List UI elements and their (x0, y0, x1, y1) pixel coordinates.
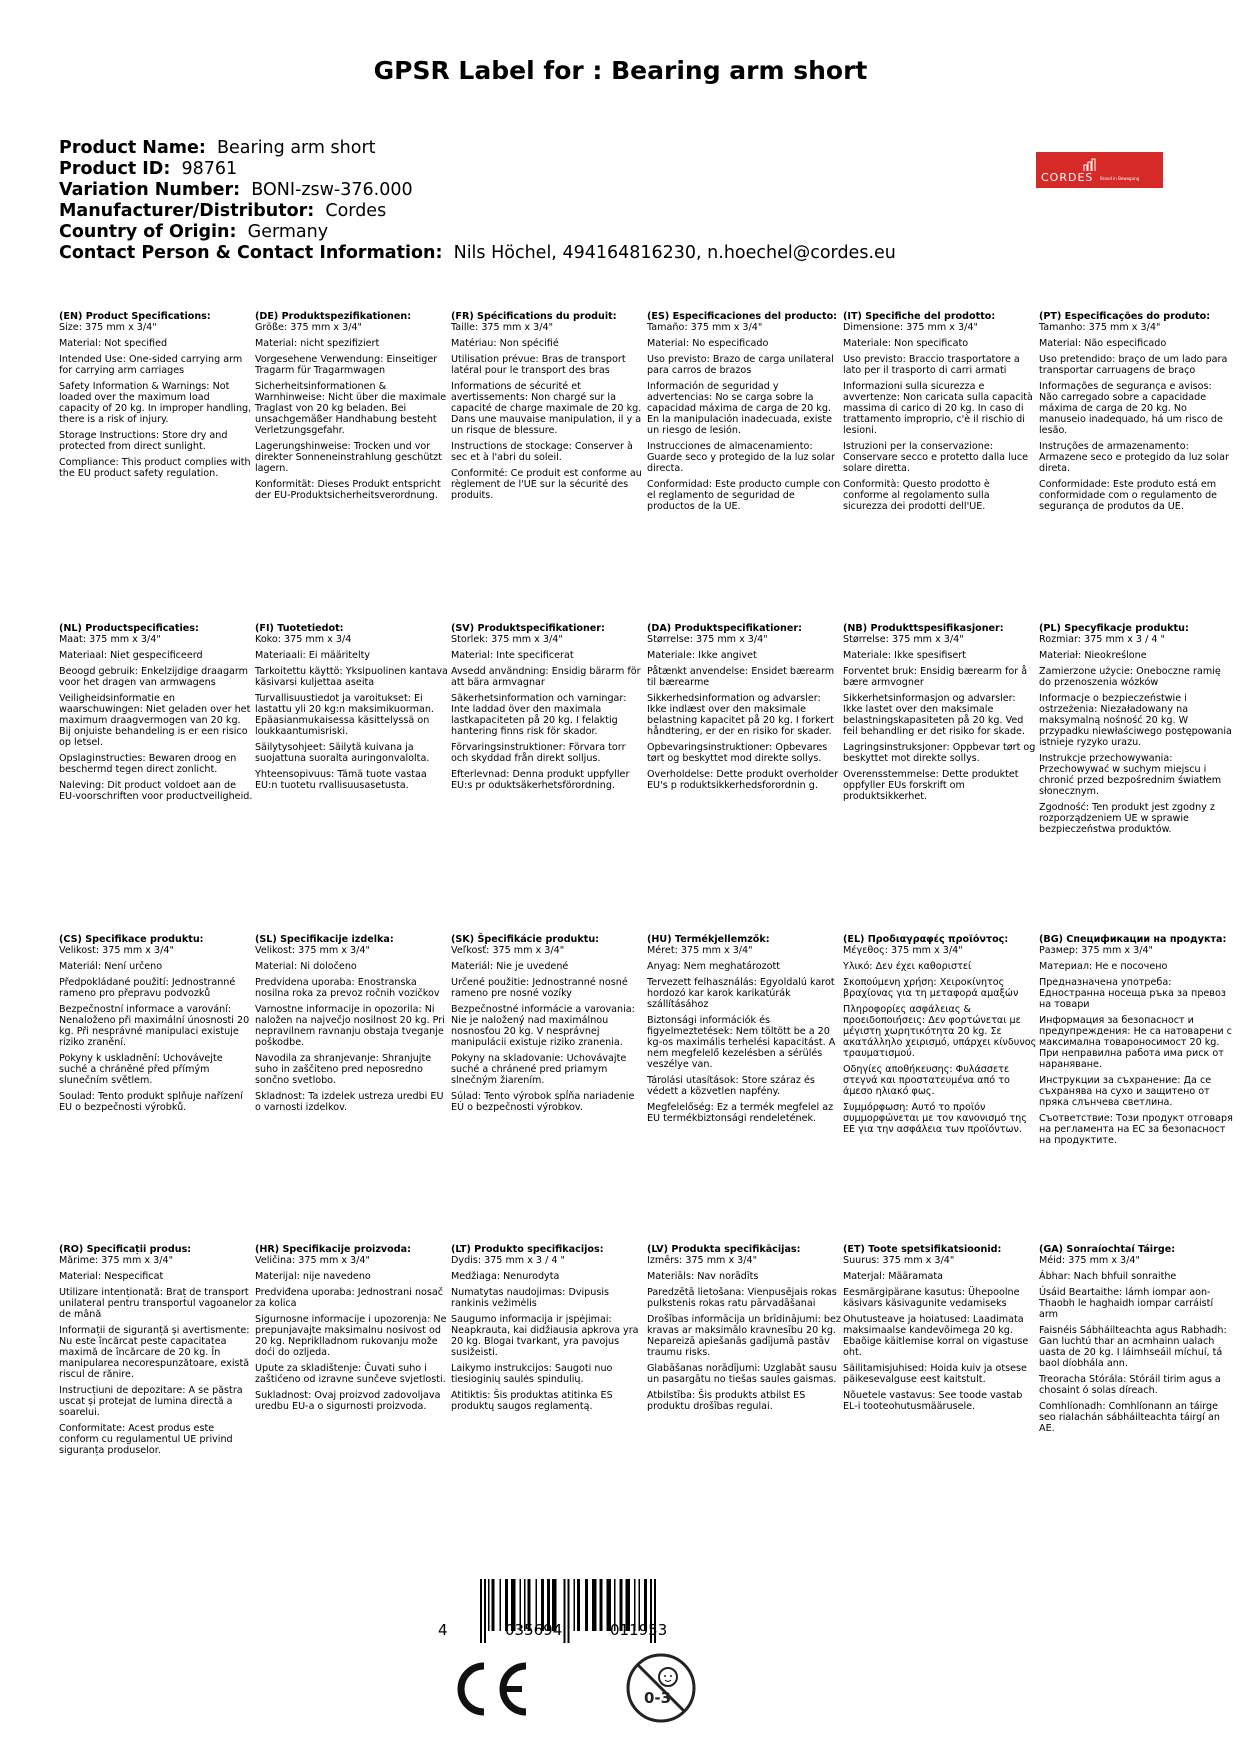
spec-paragraph: Materiale: Ikke angivet (647, 650, 757, 661)
spec-block (843, 1244, 1037, 1417)
spec-paragraph: Medžiaga: Nenurodyta (451, 1271, 560, 1282)
spec-heading: (DA) Produktspecifikationer: (647, 623, 802, 634)
spec-heading: (NL) Productspecificaties: (59, 623, 199, 634)
spec-paragraph: Varnostne informacije in opozorila: Ni naložen na največjo nosilnost 20 kg. Pri nepravilnem ravnanju obstaja tveganje poškodbe. (255, 1004, 445, 1048)
spec-paragraph: Uso previsto: Braccio trasportatore a lato per il trasporto di carri armati (843, 354, 1020, 376)
spec-paragraph: Úsáid Beartaithe: lámh iompar aon-Thaobh le haghaidh iompar carráistí arm (1039, 1287, 1214, 1320)
page-title: GPSR Label for : Bearing arm short (373, 56, 868, 85)
barcode-bar (564, 1579, 566, 1643)
barcode-bar (484, 1579, 486, 1643)
product-id-row (59, 159, 896, 180)
spec-paragraph: Förvaringsinstruktioner: Förvara torr och skyddad från direkt solljus. (451, 742, 626, 764)
spec-paragraph: Pokyny k uskladnění: Uchovávejte suché a chráněné před přímým slunečním světlem. (59, 1053, 223, 1086)
spec-paragraph: Materiał: Nieokreślone (1039, 650, 1147, 661)
variation-number-value: BONI-zsw-376.000 (251, 180, 413, 200)
barcode-left-group: 035694 (505, 1621, 563, 1639)
spec-size: Velikost: 375 mm x 3/4" (59, 945, 174, 956)
spec-paragraph: Veiligheidsinformatie en waarschuwingen: Niet geladen over het maximum draagvermogen van 20 kg. Bij onjuiste behandeling is er een risico op letsel. (59, 693, 251, 748)
spec-paragraph: Material: Nespecificat (59, 1271, 164, 1282)
spec-heading: (SV) Produktspecifikationer: (451, 623, 605, 634)
product-id-value: 98761 (181, 159, 238, 179)
spec-paragraph: Материал: Не е посочено (1039, 961, 1168, 972)
spec-paragraph: Materiál: Není určeno (59, 961, 163, 972)
spec-block (843, 934, 1037, 1140)
spec-paragraph: Opslaginstructies: Bewaren droog en beschermd tegen direct zonlicht. (59, 753, 237, 775)
spec-size: Größe: 375 mm x 3/4" (255, 322, 362, 333)
spec-paragraph: Bezpečnostné informácie a varovania: Nie je naložený nad maximálnou nosnosťou 20 kg. V nesprávnej manipulácii existuje riziko zranenia. (451, 1004, 635, 1048)
spec-block (1039, 934, 1233, 1151)
spec-heading: (LV) Produkta specifikācijas: (647, 1244, 801, 1255)
spec-paragraph: Drošības informācija un brīdinājumi: bez kravas ar maksimālo kravnesību 20 kg. Nepareizā apiešanās gadījumā pastāv traumu risks. (647, 1314, 841, 1358)
country-value: Germany (247, 222, 329, 242)
barcode-bar (568, 1579, 570, 1643)
barcode-bar (592, 1579, 597, 1631)
spec-paragraph: Overensstemmelse: Dette produktet oppfyller EUs forskrift om produktsikkerhet. (843, 769, 1019, 802)
spec-paragraph: Určené použitie: Jednostranné nosné rameno pre nosné vozíky (451, 977, 628, 999)
spec-paragraph: Πληροφορίες ασφάλειας & προειδοποιήσεις: Δεν φορτώνεται με μέγιστη χωρητικότητα 20 kg. Σε ακατάλληλο χειρισμό, υπάρχει κίνδυνος τραυματισμού. (843, 1004, 1037, 1059)
spec-paragraph: Konformität: Dieses Produkt entspricht der EU-Produktsicherheitsverordnung. (255, 479, 441, 501)
spec-paragraph: Yhteensopivuus: Tämä tuote vastaa EU:n tuotetu rvallisuusasetusta. (255, 769, 427, 791)
country-row (59, 222, 896, 243)
logo-text: CORDES (1041, 171, 1094, 184)
spec-heading: (EL) Προδιαγραφές προϊόντος: (843, 934, 1009, 945)
age-warning-icon (624, 1651, 698, 1725)
spec-paragraph: Sikkerhedsinformation og advarsler: Ikke indlæst over den maksimale belastning kapacitet på 20 kg. I forkert håndtering, er der en risiko for skader. (647, 693, 834, 737)
spec-paragraph: Material: Inte specificerat (451, 650, 574, 661)
spec-paragraph: Předpokládané použití: Jednostranné rameno pro přepravu podvozků (59, 977, 236, 999)
product-id-label: Product ID: (59, 159, 171, 179)
spec-heading: (NB) Produkttspesifikasjoner: (843, 623, 1004, 634)
spec-paragraph: Bezpečnostní informace a varování: Nenaloženo při maximální únosnosti 20 kg. Při nesprávné manipulaci existuje riziko zranění. (59, 1004, 250, 1048)
spec-paragraph: Eesmärgipärane kasutus: Ühepoolne käsivars käsivagunite vedamiseks (843, 1287, 1020, 1309)
variation-number-row (59, 180, 896, 201)
spec-paragraph: Conformidade: Este produto está em conformidade com o regulamento de segurança de produtos da UE. (1039, 479, 1218, 512)
spec-size: Rozmiar: 375 mm x 3 / 4 " (1039, 634, 1165, 645)
spec-paragraph: Vorgesehene Verwendung: Einseitiger Tragarm für Tragarmwagen (255, 354, 438, 376)
spec-paragraph: Ábhar: Nach bhfuil sonraithe (1039, 1271, 1177, 1282)
spec-block (647, 934, 841, 1129)
spec-block (451, 623, 645, 796)
spec-block (255, 623, 449, 796)
spec-paragraph: Storage Instructions: Store dry and protected from direct sunlight. (59, 430, 228, 452)
spec-paragraph: Material: Ni določeno (255, 961, 357, 972)
spec-paragraph: Uso previsto: Brazo de carga unilateral para carros de brazos (647, 354, 834, 376)
spec-paragraph: Lagerungshinweise: Trocken und vor direkter Sonneneinstrahlung geschützt lagern. (255, 441, 442, 474)
spec-paragraph: Compliance: This product complies with the EU product safety regulation. (59, 457, 251, 479)
barcode-bar (577, 1579, 580, 1631)
ce-mark-icon (448, 1660, 532, 1718)
spec-paragraph: Συμμόρφωση: Αυτό το προϊόν συμμορφώνεται με τον κανονισμό της ΕΕ για την ασφάλεια των προϊόντων. (843, 1102, 1027, 1135)
spec-paragraph: Biztonsági információk és figyelmeztetések: Nem töltött be a 20 kg-os maximális terhelési kapacitást. A nem megfelelő kezelésben a sérülés veszélye van. (647, 1015, 836, 1070)
spec-paragraph: Materiale: Non specificato (843, 338, 969, 349)
spec-size: Maat: 375 mm x 3/4" (59, 634, 161, 645)
spec-heading: (SL) Specifikacije izdelka: (255, 934, 394, 945)
spec-heading: (CS) Specifikace produktu: (59, 934, 204, 945)
spec-size: Storlek: 375 mm x 3/4" (451, 634, 563, 645)
spec-paragraph: Paredzētā lietošana: Vienpusējais rokas pulkstenis rokas ratu pārvadāšanai (647, 1287, 837, 1309)
spec-size: Tamaño: 375 mm x 3/4" (647, 322, 763, 333)
manufacturer-label: Manufacturer/Distributor: (59, 201, 315, 221)
spec-size: Tamanho: 375 mm x 3/4" (1039, 322, 1161, 333)
spec-paragraph: Sukladnost: Ovaj proizvod zadovoljava uredbu EU-a o sigurnosti proizvoda. (255, 1390, 441, 1412)
spec-paragraph: Ohutusteave ja hoiatused: Laadimata maksimaalse kandevõimega 20 kg. Ebaõige käitlemise korral on vigastuse oht. (843, 1314, 1029, 1358)
spec-paragraph: Sigurnosne informacije i upozorenja: Ne prepunjavajte maksimalnu nosivost od 20 kg. Nepriklladnom rukovanju može doći do ozljeda. (255, 1314, 447, 1358)
spec-paragraph: Material: Not specified (59, 338, 168, 349)
spec-block (1039, 311, 1233, 517)
spec-block (451, 311, 645, 506)
spec-paragraph: Οδηγίες αποθήκευσης: Φυλάσσετε στεγνά και προστατευμένα από το άμεσο ηλιακό φως. (843, 1064, 1010, 1097)
product-name-row (59, 138, 896, 159)
spec-paragraph: Soulad: Tento produkt splňuje nařízení EU o bezpečnosti výrobků. (59, 1091, 243, 1113)
spec-paragraph: Glabāšanas norādījumi: Uzglabāt sausu un pasargātu no tiešas saules gaismas. (647, 1363, 837, 1385)
spec-size: Taille: 375 mm x 3/4" (451, 322, 554, 333)
spec-paragraph: Instrucțiuni de depozitare: A se păstra uscat și protejat de lumina directă a soarelui. (59, 1385, 243, 1418)
spec-paragraph: Materiāls: Nav norādīts (647, 1271, 759, 1282)
spec-paragraph: Material: No especificado (647, 338, 769, 349)
spec-paragraph: Предназначена употреба: Едностранна носеща ръка за превоз на товари (1039, 977, 1226, 1010)
spec-paragraph: Saugumo informacija ir įspėjimai: Neapkrauta, kai didžiausia apkrova yra 20 kg. Blogai tvarkant, yra pavojus susižeisti. (451, 1314, 639, 1358)
spec-size: Størrelse: 375 mm x 3/4" (647, 634, 768, 645)
spec-paragraph: Säilytysohjeet: Säilytä kuivana ja suojattuna suoralta auringonvalolta. (255, 742, 430, 764)
spec-paragraph: Atbilstība: Šis produkts atbilst ES produktu drošības regulai. (647, 1390, 806, 1412)
spec-paragraph: Säilitamisjuhised: Hoida kuiv ja otsese päikesevalguse eest kaitstult. (843, 1363, 1027, 1385)
spec-heading: (PT) Especificações do produto: (1039, 311, 1211, 322)
spec-paragraph: Istruzioni per la conservazione: Conservare secco e protetto dalla luce solare diretta. (843, 441, 1029, 474)
spec-size: Mărime: 375 mm x 3/4" (59, 1255, 173, 1266)
spec-paragraph: Efterlevnad: Denna produkt uppfyller EU:s pr oduktsäkerhetsförordning. (451, 769, 630, 791)
spec-paragraph: Comhlíonadh: Comhlíonann an táirge seo rialachán sábháilteachta táirgí an AE. (1039, 1401, 1220, 1434)
spec-block (59, 311, 253, 484)
spec-paragraph: Instrucciones de almacenamiento: Guarde seco y protegido de la luz solar directa. (647, 441, 835, 474)
spec-paragraph: Информация за безопасност и предупреждения: Не са натоварени с максимална товароносимост 20 kg. При неправилна работа има риск от нараняване. (1039, 1015, 1232, 1070)
spec-paragraph: Opbevaringsinstruktioner: Opbevares tørt og beskyttet mod direkte sollys. (647, 742, 828, 764)
logo-tagline: Brand in Bewegung (1100, 176, 1140, 181)
spec-paragraph: Påtænkt anvendelse: Ensidet bærearm til bærearme (647, 666, 835, 688)
spec-paragraph: Safety Information & Warnings: Not loaded over the maximum load capacity of 20 kg. In improper handling, there is a risk of injury. (59, 381, 252, 425)
spec-paragraph: Beoogd gebruik: Enkelzijdige draagarm voor het dragen van armwagens (59, 666, 249, 688)
spec-paragraph: Predviđena uporaba: Jednostrani nosač za kolica (255, 1287, 444, 1309)
contact-label: Contact Person & Contact Information: (59, 243, 443, 263)
spec-heading: (IT) Specifiche del prodotto: (843, 311, 996, 322)
barcode-bar (500, 1579, 502, 1631)
spec-heading: (FR) Spécifications du produit: (451, 311, 617, 322)
spec-size: Dydis: 375 mm x 3 / 4 " (451, 1255, 565, 1266)
spec-paragraph: Numatytas naudojimas: Dvipusis rankinis vežimėlis (451, 1287, 610, 1309)
spec-paragraph: Materiál: Nie je uvedené (451, 961, 569, 972)
spec-heading: (LT) Produkto specifikacijos: (451, 1244, 604, 1255)
barcode-right-group: 011953 (610, 1621, 668, 1639)
barcode-bar (488, 1579, 490, 1631)
spec-paragraph: Zamierzone użycie: Oneboczne ramię do przenoszenia wózków (1039, 666, 1221, 688)
spec-block (255, 311, 449, 506)
spec-block (59, 934, 253, 1118)
contact-value: Nils Höchel, 494164816230, n.hoechel@cordes.eu (453, 243, 896, 263)
spec-block (1039, 623, 1233, 840)
product-info (59, 138, 896, 264)
spec-paragraph: Súlad: Tento výrobok spĺňa nariadenie EÚ o bezpečnosti výrobkov. (451, 1091, 635, 1113)
spec-paragraph: Predvidena uporaba: Enostranska nosilna roka za prevoz ročnih vozičkov (255, 977, 440, 999)
spec-size: Размер: 375 mm x 3/4" (1039, 945, 1153, 956)
spec-paragraph: Informações de segurança e avisos: Não carregado sobre a capacidade máxima de carga de 20 kg. No manuseio inadequado, há um risco de lesão. (1039, 381, 1223, 436)
spec-size: Size: 375 mm x 3/4" (59, 322, 157, 333)
barcode-bar (480, 1579, 482, 1643)
spec-paragraph: Material: nicht spezifiziert (255, 338, 380, 349)
country-label: Country of Origin: (59, 222, 237, 242)
spec-paragraph: Avsedd användning: Ensidig bärarm för att bära armvagnar (451, 666, 641, 688)
age-warning-text: 0-3 (644, 1689, 672, 1707)
spec-block (647, 1244, 841, 1417)
spec-paragraph: Uso pretendido: braço de um lado para transportar carruagens de braço (1039, 354, 1228, 376)
spec-block (843, 311, 1037, 517)
spec-paragraph: Faisnéis Sábháilteachta agus Rabhadh: Gan luchtú thar an acmhainn ualach uasta de 20 kg. I láimhseáil míchuí, tá baol díobhála ann. (1039, 1325, 1227, 1369)
spec-paragraph: Material: Não especificado (1039, 338, 1167, 349)
spec-paragraph: Υλικό: Δεν έχει καθοριστεί (843, 961, 972, 972)
product-name-label: Product Name: (59, 138, 206, 158)
spec-paragraph: Sicherheitsinformationen & Warnhinweise: Nicht über die maximale Traglast von 20 kg beladen. Bei unsachgemäßer Handhabung besteht Verletzungsgefahr. (255, 381, 447, 436)
spec-paragraph: Anyag: Nem meghatározott (647, 961, 781, 972)
spec-paragraph: Forventet bruk: Ensidig bærearm for å bære armvogner (843, 666, 1028, 688)
spec-heading: (EN) Product Specifications: (59, 311, 211, 322)
spec-heading: (ET) Toote spetsifikatsioonid: (843, 1244, 1002, 1255)
spec-block (843, 623, 1037, 807)
cordes-logo (1036, 152, 1163, 188)
spec-paragraph: Laikymo instrukcijos: Saugoti nuo tiesioginių saulės spindulių. (451, 1363, 613, 1385)
barcode-bar (492, 1579, 495, 1631)
spec-paragraph: Instructions de stockage: Conserver à sec et à l'abri du soleil. (451, 441, 633, 463)
spec-paragraph: Pokyny na skladovanie: Uchovávajte suché a chránené pred priamym slnečným žiarením. (451, 1053, 627, 1086)
variation-number-label: Variation Number: (59, 180, 241, 200)
spec-block (59, 623, 253, 807)
spec-paragraph: Materiaali: Ei määritelty (255, 650, 371, 661)
spec-paragraph: Tárolási utasítások: Store száraz és védett a közvetlen napfény. (647, 1075, 815, 1097)
spec-paragraph: Utilisation prévue: Bras de transport latéral pour le transport des bras (451, 354, 626, 376)
spec-paragraph: Conformitate: Acest produs este conform cu regulamentul UE privind siguranța produselor. (59, 1423, 233, 1456)
spec-paragraph: Instrukcje przechowywania: Przechowywać w suchym miejscu i chronić przed bezpośrednim światłem słonecznym. (1039, 753, 1222, 797)
spec-paragraph: Megfelelőség: Ez a termék megfelel az EU termékbiztonsági rendeletének. (647, 1102, 834, 1124)
spec-paragraph: Naleving: Dit product voldoet aan de EU-voorschriften voor productveiligheid. (59, 780, 253, 802)
manufacturer-value: Cordes (325, 201, 387, 221)
spec-paragraph: Matériau: Non spécifié (451, 338, 559, 349)
spec-paragraph: Инструкции за съхранение: Да се съхранява на сухо и защитено от пряка слънчева светлина. (1039, 1075, 1212, 1108)
spec-size: Méid: 375 mm x 3/4" (1039, 1255, 1140, 1266)
spec-block (1039, 1244, 1233, 1439)
spec-paragraph: Materiaal: Niet gespecificeerd (59, 650, 203, 661)
spec-paragraph: Съответствие: Този продукт отговаря на регламента на ЕС за безопасност на продуктите. (1039, 1113, 1233, 1146)
spec-paragraph: Skladnost: Ta izdelek ustreza uredbi EU o varnosti izdelkov. (255, 1091, 444, 1113)
spec-paragraph: Informacje o bezpieczeństwie i ostrzeżenia: Niezaładowany na maksymalną nośność 20 kg. W przypadku niewłaściwego postępowania istnieje ryzyko urazu. (1039, 693, 1232, 748)
spec-paragraph: Overholdelse: Dette produkt overholder EU's p roduktsikkerhedsforordnin g. (647, 769, 839, 791)
spec-paragraph: Säkerhetsinformation och varningar: Inte laddad över den maximala lastkapaciteten på 20 kg. I felaktig hantering finns risk för skador. (451, 693, 627, 737)
spec-paragraph: Informations de sécurité et avertissements: Non chargé sur la capacité de charge maximale de 20 kg. Dans une mauvaise manipulation, il y a un risque de blessure. (451, 381, 642, 436)
spec-paragraph: Materjal: Määramata (843, 1271, 943, 1282)
contact-row (59, 243, 896, 264)
logo-mark-icon (1083, 158, 1099, 172)
spec-paragraph: Tarkoitettu käyttö: Yksipuolinen kantava käsivarsi kuljettaa aseita (255, 666, 448, 688)
spec-block (255, 934, 449, 1118)
spec-paragraph: Upute za skladištenje: Čuvati suho i zaštićeno od izravne sunčeve svjetlosti. (255, 1363, 446, 1385)
manufacturer-row (59, 201, 896, 222)
spec-size: Méret: 375 mm x 3/4" (647, 945, 753, 956)
spec-paragraph: Intended Use: One-sided carrying arm for carrying arm carriages (59, 354, 243, 376)
spec-paragraph: Conformité: Ce produit est conforme au règlement de l'UE sur la sécurité des produits. (451, 468, 642, 501)
spec-paragraph: Treoracha Stórála: Stóráil tirim agus a chosaint ó solas díreach. (1039, 1374, 1221, 1396)
spec-paragraph: Informații de siguranță și avertismente: Nu este încărcat peste capacitatea maximă de încărcare de 20 kg. În manipularea necorespunzătoare, există riscul de rănire. (59, 1325, 250, 1380)
barcode-bar (585, 1579, 588, 1631)
barcode-bar (574, 1579, 576, 1631)
spec-paragraph: Informazioni sulla sicurezza e avvertenze: Non caricata sulla capacità massima di carico di 20 kg. In caso di trattamento improprio, c'è il rischio di lesioni. (843, 381, 1033, 436)
spec-size: Μέγεθος: 375 mm x 3/4" (843, 945, 963, 956)
spec-paragraph: Turvallisuustiedot ja varoitukset: Ei lastattu yli 20 kg:n maksimikuorman. Epäasianmukaisessa käsittelyssä on loukkaantumisriski. (255, 693, 434, 737)
spec-heading: (RO) Specificații produs: (59, 1244, 192, 1255)
spec-block (255, 1244, 449, 1417)
spec-paragraph: Navodila za shranjevanje: Shranjujte suho in zaščiteno pred neposredno sončno svetlobo. (255, 1053, 432, 1086)
spec-heading: (ES) Especificaciones del producto: (647, 311, 838, 322)
spec-paragraph: Conformidad: Este producto cumple con el reglamento de seguridad de productos de la UE. (647, 479, 841, 512)
spec-paragraph: Instruções de armazenamento: Armazene seco e protegido da luz solar direta. (1039, 441, 1229, 474)
spec-paragraph: Atitiktis: Šis produktas atitinka ES produktų saugos reglamentą. (451, 1390, 613, 1412)
spec-size: Dimensione: 375 mm x 3/4" (843, 322, 978, 333)
barcode-bar (600, 1579, 603, 1631)
spec-block (451, 1244, 645, 1417)
spec-paragraph: Lagringsinstruksjoner: Oppbevar tørt og beskyttet mot direkte sollys. (843, 742, 1036, 764)
barcode-lead-digit: 4 (438, 1621, 448, 1639)
spec-block (647, 623, 841, 796)
spec-size: Veľkosť: 375 mm x 3/4" (451, 945, 565, 956)
spec-paragraph: Conformità: Questo prodotto è conforme al regolamento sulla sicurezza dei prodotti dell'UE. (843, 479, 990, 512)
spec-heading: (PL) Specyfikacje produktu: (1039, 623, 1189, 634)
spec-size: Koko: 375 mm x 3/4 (255, 634, 352, 645)
spec-heading: (DE) Produktspezifikationen: (255, 311, 412, 322)
spec-heading: (BG) Спецификации на продукта: (1039, 934, 1227, 945)
spec-size: Størrelse: 375 mm x 3/4" (843, 634, 964, 645)
spec-paragraph: Σκοπούμενη χρήση: Χειροκίνητος βραχίονας για τη μεταφορά αμαξών (843, 977, 1019, 999)
spec-paragraph: Nõuetele vastavus: See toode vastab EL-i tooteohutusmäärusele. (843, 1390, 1023, 1412)
spec-block (647, 311, 841, 517)
spec-heading: (GA) Sonraíochtaí Táirge: (1039, 1244, 1176, 1255)
spec-block (451, 934, 645, 1118)
product-name-value: Bearing arm short (217, 138, 376, 158)
spec-block (59, 1244, 253, 1461)
spec-paragraph: Tervezett felhasználás: Egyoldalú karot hordozó kar karok karikatúrák szállításához (647, 977, 835, 1010)
spec-paragraph: Utilizare intenționată: Braț de transport unilateral pentru transportul vagoanelor de mână (59, 1287, 253, 1320)
spec-heading: (HR) Specifikacije proizvoda: (255, 1244, 411, 1255)
spec-heading: (HU) Termékjellemzők: (647, 934, 770, 945)
spec-heading: (SK) Špecifikácie produktu: (451, 934, 600, 945)
spec-size: Veličina: 375 mm x 3/4" (255, 1255, 370, 1266)
spec-paragraph: Sikkerhetsinformasjon og advarsler: Ikke lastet over den maksimale belastningskapasiteten på 20 kg. Ved feil behandling er det risiko for skade. (843, 693, 1025, 737)
spec-size: Suurus: 375 mm x 3/4" (843, 1255, 955, 1266)
spec-heading: (FI) Tuotetiedot: (255, 623, 344, 634)
spec-paragraph: Zgodność: Ten produkt jest zgodny z rozporządzeniem UE w sprawie bezpieczeństwa produktów. (1039, 802, 1215, 835)
spec-paragraph: Información de seguridad y advertencias: No se carga sobre la capacidad máxima de carga de 20 kg. En la manipulación inadecuada, existe un riesgo de lesión. (647, 381, 833, 436)
spec-size: Izmērs: 375 mm x 3/4" (647, 1255, 758, 1266)
spec-size: Velikost: 375 mm x 3/4" (255, 945, 370, 956)
spec-paragraph: Materijal: nije navedeno (255, 1271, 371, 1282)
spec-paragraph: Materiale: Ikke spesifisert (843, 650, 967, 661)
